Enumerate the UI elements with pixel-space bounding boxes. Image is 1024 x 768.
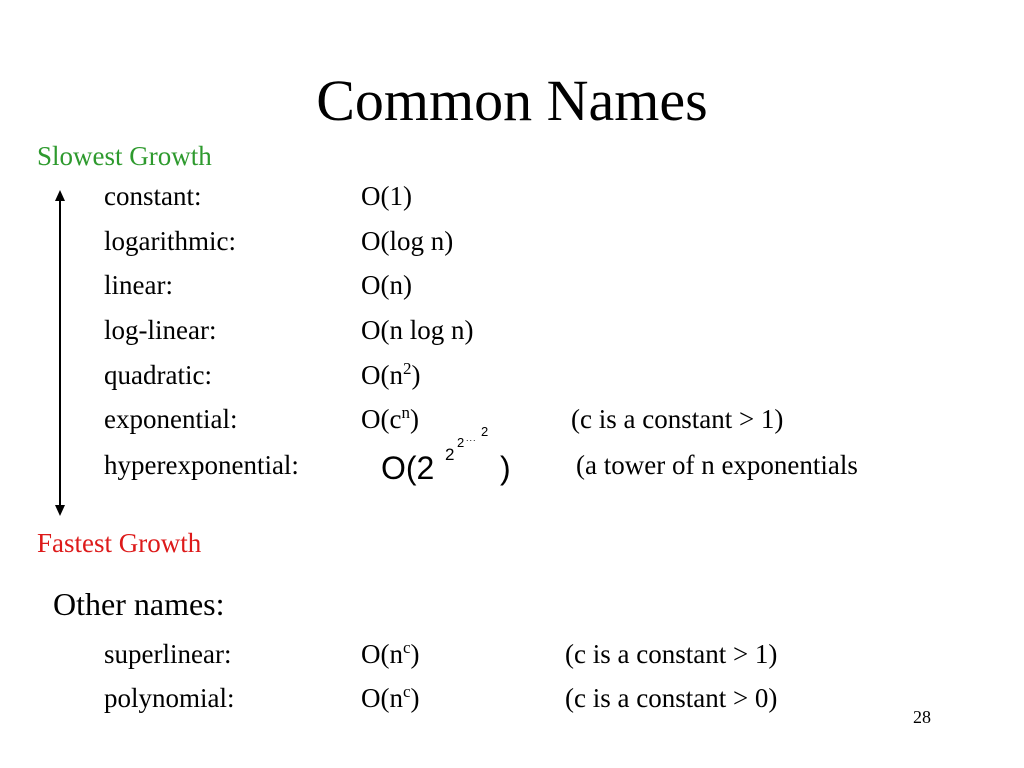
complexity-exponent: c: [403, 638, 411, 657]
growth-direction-arrow-icon: [50, 190, 70, 516]
row-name: polynomial:: [104, 683, 235, 713]
tower-dots: ...: [466, 433, 477, 443]
complexity-base: O(n: [361, 360, 403, 390]
row-note: (c is a constant > 0): [565, 683, 778, 713]
tower-exponent-3: 2: [481, 424, 489, 439]
row-complexity: O(1): [361, 181, 412, 211]
row-name: exponential:: [104, 404, 238, 434]
row-name: constant:: [104, 181, 202, 211]
tower-exponent-1: 2: [445, 445, 455, 464]
row-complexity: [361, 638, 420, 669]
row-complexity: O(log n): [361, 226, 454, 256]
complexity-close: ): [411, 360, 421, 390]
row-complexity: O(n): [361, 270, 412, 300]
hyperexponential-complexity: [381, 452, 434, 484]
row-name: superlinear:: [104, 639, 232, 669]
row-complexity: O(n log n): [361, 315, 474, 345]
complexity-base: O(2: [381, 450, 435, 486]
complexity-exponent: 2: [403, 359, 412, 378]
other-names-heading: Other names:: [53, 586, 225, 622]
row-name: logarithmic:: [104, 226, 236, 256]
complexity-base: O(n: [361, 639, 403, 669]
complexity-close: ): [410, 639, 420, 669]
row-name: hyperexponential:: [104, 450, 299, 480]
complexity-base: O(c: [361, 404, 402, 434]
row-note: (c is a constant > 1): [565, 639, 778, 669]
slowest-growth-label: Slowest Growth: [37, 141, 212, 171]
row-name: linear:: [104, 270, 173, 300]
row-name: quadratic:: [104, 360, 212, 390]
complexity-close: ): [500, 450, 511, 486]
fastest-growth-label: Fastest Growth: [37, 528, 202, 558]
row-note: (c is a constant > 1): [571, 404, 784, 434]
row-complexity: [361, 682, 420, 713]
page-number: 28: [913, 707, 931, 727]
tower-exponent-2: 2: [457, 435, 465, 450]
row-complexity: [361, 403, 419, 434]
row-name: log-linear:: [104, 315, 217, 345]
row-note: (a tower of n exponentials: [576, 450, 858, 480]
complexity-exponent: n: [401, 403, 410, 422]
complexity-close: ): [409, 404, 419, 434]
row-complexity: [361, 359, 421, 390]
complexity-exponent: c: [403, 682, 411, 701]
complexity-close: ): [410, 683, 420, 713]
slide-title: Common Names: [316, 68, 708, 133]
complexity-base: O(n: [361, 683, 403, 713]
